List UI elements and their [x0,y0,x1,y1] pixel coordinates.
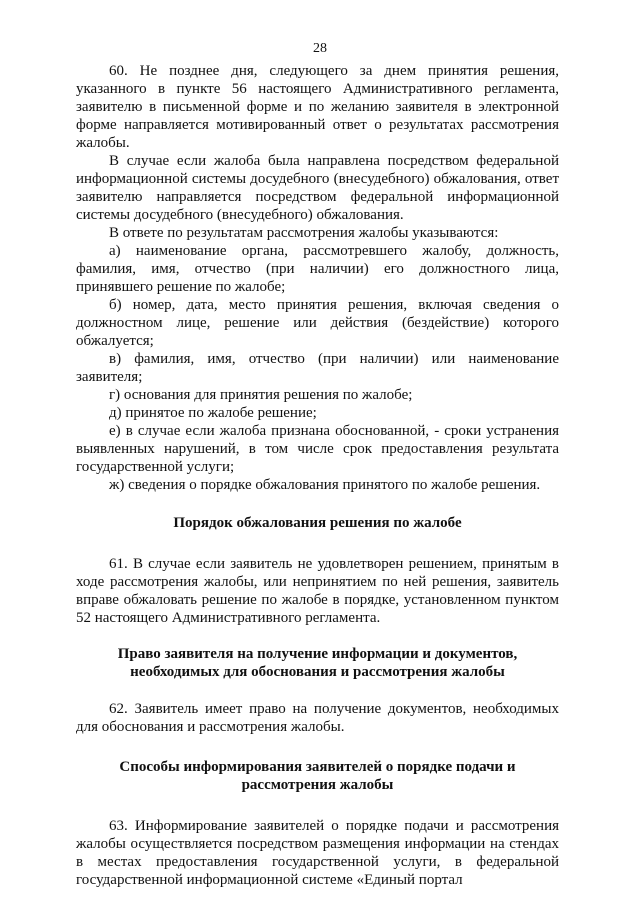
paragraph-federal-system: В случае если жалоба была направлена посредством федеральной информационной системы досудебного (внесудебного) обжалования, ответ заявителю направляется посредством федеральной информационной системы досудебного (внесудебного) обжалования. [76,153,559,223]
section-heading-right-to-information [76,645,559,681]
document-body [76,62,559,889]
section-heading-appeal-procedure [76,514,559,532]
heading-text: Порядок обжалования решения по жалобе [173,515,462,531]
page-number: 28 [313,41,327,56]
list-item-e: е) в случае если жалоба признана обоснованной, - сроки устранения выявленных нарушений, в том числе срок предоставления результата государственной услуги; [76,423,559,475]
list-item-d: д) принятое по жалобе решение; [109,405,317,421]
paragraph-63: 63. Информирование заявителей о порядке подачи и рассмотрения жалобы осуществляется посредством размещения информации на стендах в местах предоставления государственной услуги, в федеральной государственной информационной системе «Единый портал [76,818,559,888]
paragraph-response-contents: В ответе по результатам рассмотрения жалобы указываются: [109,225,499,241]
heading-line-1: Способы информирования заявителей о порядке подачи и [119,759,516,775]
list-item-g: г) основания для принятия решения по жалобе; [109,387,413,403]
list-item-b: б) номер, дата, место принятия решения, включая сведения о должностном лице, решение или действия (бездействие) которого обжалуется; [76,297,559,349]
paragraph-62: 62. Заявитель имеет право на получение документов, необходимых для обоснования и рассмотрения жалобы. [76,701,559,735]
heading-line-2: рассмотрения жалобы [241,777,394,793]
paragraph-61: 61. В случае если заявитель не удовлетворен решением, принятым в ходе рассмотрения жалобы, или непринятием по ней решения, заявитель вправе обжаловать решение по жалобе в порядке, установленном пунктом 52 настоящего Административного регламента. [76,556,559,626]
list-item-v: в) фамилия, имя, отчество (при наличии) или наименование заявителя; [76,351,559,385]
list-item-a: а) наименование органа, рассмотревшего жалобу, должность, фамилия, имя, отчество (при наличии) его должностного лица, принявшего решение по жалобе; [76,243,559,295]
section-heading-informing-methods [76,758,559,794]
heading-line-1: Право заявителя на получение информации и документов, [117,646,518,662]
heading-line-2: необходимых для обоснования и рассмотрения жалобы [130,664,505,680]
list-item-zh: ж) сведения о порядке обжалования принятого по жалобе решения. [109,477,541,493]
paragraph-60: 60. Не позднее дня, следующего за днем принятия решения, указанного в пункте 56 настоящего Административного регламента, заявителю в письменной форме и по желанию заявителя в электронной форме направляется мотивированный ответ о результатах рассмотрения жалобы. [76,63,559,151]
